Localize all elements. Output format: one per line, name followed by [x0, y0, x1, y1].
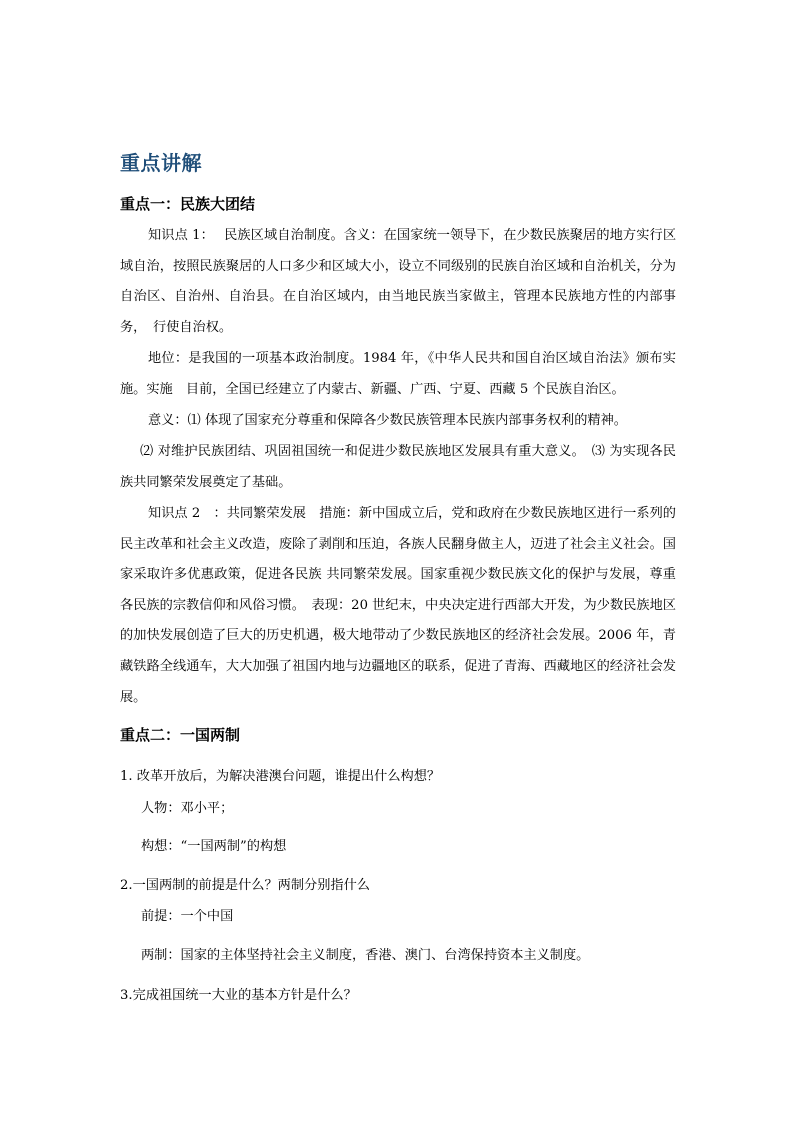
significance-line-1: 意义：⑴ 体现了国家充分尊重和保障各少数民族管理本民族内部事务权利的精神。	[148, 413, 627, 428]
knowledge-point-2: 知识点 2 ：共同繁荣发展 措施：新中国成立后，党和政府在少数民族地区进行一系列的民主改革和社会主义改造，废除了剥削和压迫，各族人民翻身做主人，迈进了社会主义社会。国家采取许多优惠政策，促进各民族 共同繁荣发展。国家重视少数民族文化的保护与发展，尊重各民族的宗教信仰和风俗习惯。 表现：20 世纪末，中央决定进行西部大开发，为少数民族地区的加快发展创造了巨大的历史机遇，极大地带动了少数民族地区的经济社会发展。2006 年，青藏铁路全线通车，大大加强了祖国内地与边疆地区的联系，促进了青海、西藏地区的经济社会发展。	[120, 506, 676, 705]
question-2-systems: 两制：国家的主体坚持社会主义制度，香港、澳门、台湾保持资本主义制度。	[141, 948, 590, 963]
question-1: 1. 改革开放后，为解决港澳台问题，谁提出什么构想？	[120, 769, 441, 784]
section-heading-2: 重点二：一国两制	[120, 726, 241, 744]
question-2: 2.一国两制的前提是什么？两制分别指什么	[120, 878, 370, 893]
status-paragraph: 地位：是我国的一项基本政治制度。1984 年，《中华人民共和国自治区域自治法》颁布实施。实施 目前，全国已经建立了内蒙古、新疆、广西、宁夏、西藏 5 个民族自治区。	[120, 351, 676, 397]
question-1-person: 人物：邓小平；	[141, 801, 234, 816]
question-2-premise: 前提：一个中国	[141, 909, 234, 924]
kp1-content: 。含义：在国家统一领导下，在少数民族聚居的地方实行区域自治，按照民族聚居的人口多少和区域大小，设立不同级别的民族自治区域和自治机关，分为自治区、自治州、自治县。在自治区域内，由当地民族当家做主，管理本民族地方性的内部事务， 行使自治权。	[120, 228, 677, 335]
significance-line-2: ⑵ 对维护民族团结、巩固祖国统一和促进少数民族地区发展具有重大意义。 ⑶ 为实现各民族共同繁荣发展奠定了基础。	[120, 444, 676, 490]
page-title: 重点讲解	[120, 151, 202, 175]
kp1-label: 知识点 1：	[148, 228, 214, 243]
knowledge-point-1	[120, 221, 676, 343]
question-3: 3.完成祖国统一大业的基本方针是什么？	[120, 988, 357, 1003]
section-heading-1: 重点一：民族大团结	[120, 195, 256, 213]
question-1-idea: 构想：“一国两制”的构想	[141, 839, 287, 854]
kp1-topic: 民族区域自治制度	[223, 228, 331, 243]
